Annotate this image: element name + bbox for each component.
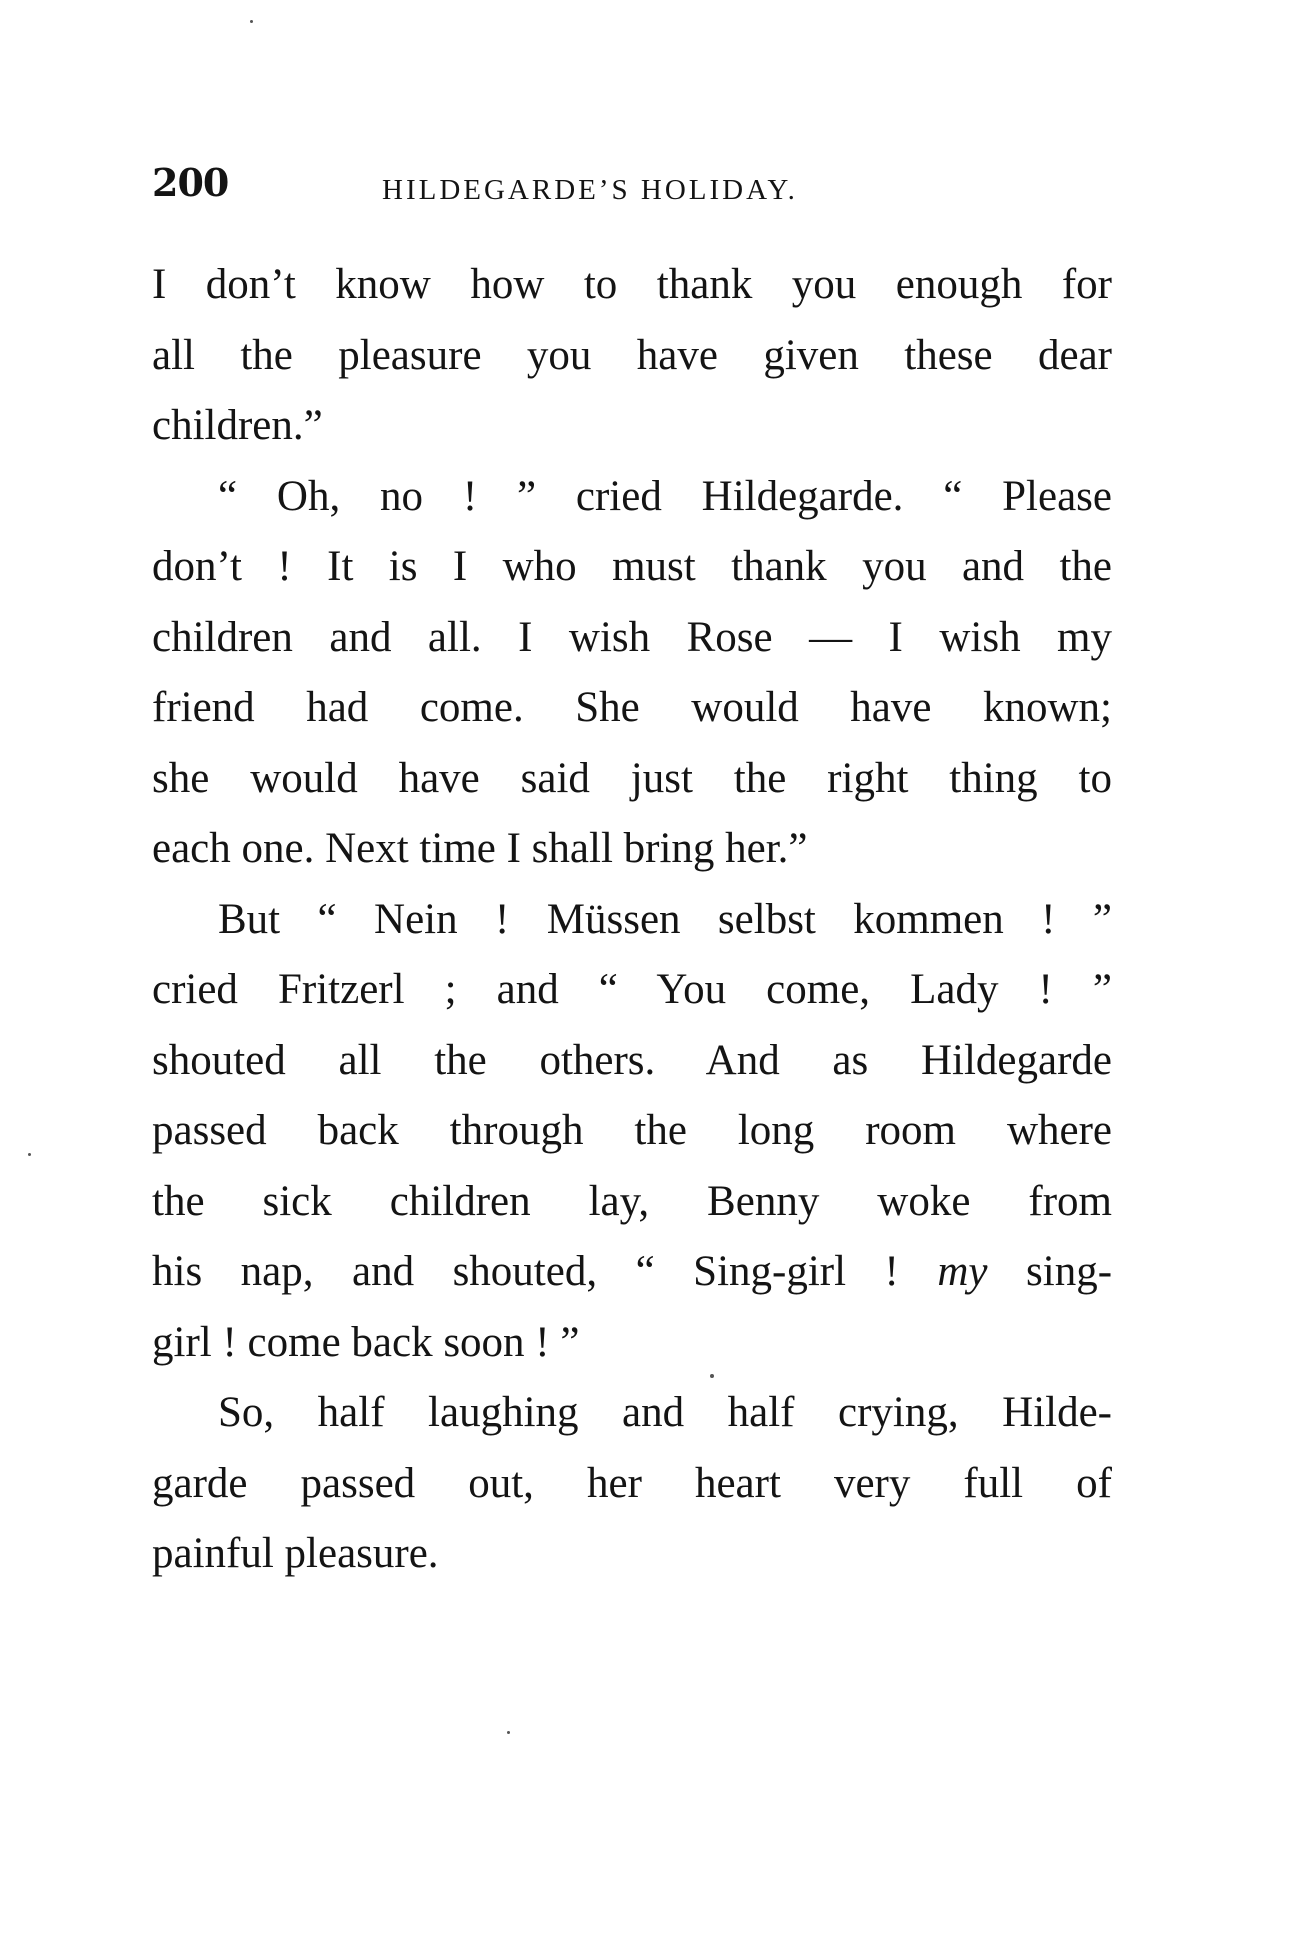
page-number: 200 [152,160,229,205]
text-line: don’t ! It is I who must thank you and the [152,543,1112,590]
paper-speck [710,1374,714,1378]
text-line: So, half laughing and half crying, Hilde- [218,1389,1112,1436]
text-line: shouted all the others. And as Hildegarde [152,1036,1112,1084]
text-line: painful pleasure. [152,1530,439,1577]
text-line: children.” [152,402,323,449]
text-line: girl ! come back soon ! ” [152,1318,580,1366]
text-line: cried Fritzerl ; and “ You come, Lady ! ” [152,966,1112,1013]
text-line: “ Oh, no ! ” cried Hildegarde. “ Please [218,472,1112,520]
text-segment: sing- [987,1248,1113,1295]
text-line: all the pleasure you have given these dear [152,331,1112,379]
text-line: children and all. I wish Rose — I wish my [152,613,1112,661]
text-segment: his nap, and shouted, “ Sing-girl ! [152,1248,938,1295]
body-text [152,250,1112,1590]
text-line: I don’t know how to thank you enough for [152,261,1112,308]
text-line [152,1237,1112,1308]
text-line: friend had come. She would have known; [152,684,1112,731]
italic-word: my [937,1248,988,1295]
paper-speck [250,20,253,23]
text-line: passed back through the long room where [152,1107,1112,1154]
running-title: HILDEGARDE’S HOLIDAY. [382,174,798,206]
paper-speck [28,1153,31,1156]
text-line: each one. Next time I shall bring her.” [152,825,808,872]
text-line: she would have said just the right thing to [152,754,1112,802]
text-line: garde passed out, her heart very full of [152,1459,1112,1507]
running-head [152,160,1112,210]
text-line: But “ Nein ! Müssen selbst kommen ! ” [218,895,1112,943]
text-line: the sick children lay, Benny woke from [152,1177,1112,1225]
paper-speck [507,1731,510,1734]
